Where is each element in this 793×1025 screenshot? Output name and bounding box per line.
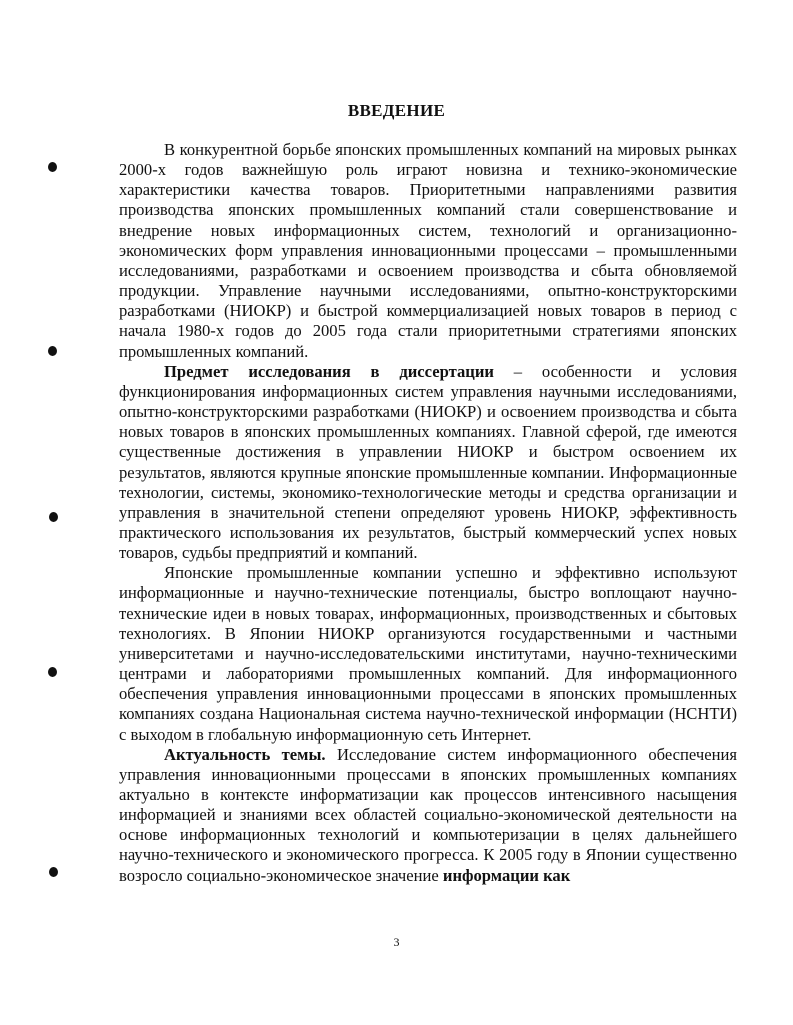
margin-dot-mark bbox=[48, 162, 57, 172]
paragraph-subject bbox=[119, 362, 737, 564]
paragraph-relevance bbox=[119, 745, 737, 886]
page-number: 3 bbox=[393, 935, 400, 949]
paragraph-subject-lead: Предмет исследования в диссертации bbox=[164, 361, 494, 381]
body-text bbox=[119, 140, 737, 886]
paragraph-japanese-companies: Японские промышленные компании успешно и эффективно используют информационные и научно-технические потенциалы, быстро воплощают научно-технические идеи в новых товарах, информационных, производственных и сбытовых технологиях. В Японии НИОКР организуются государственными и частными университетами и научно-исследовательскими институтами, научно-техническими центрами и лабораториями промышленных компаний. Для информационного обеспечения управления инновационными процессами в японских промышленных компаниях создана Национальная система научно-технической информации (НСНТИ) с выходом в глобальную информационную сеть Интернет. bbox=[119, 563, 737, 744]
page-heading: ВВЕДЕНИЕ bbox=[347, 101, 446, 120]
paragraph-relevance-text: Исследование систем информационного обеспечения управления инновационными процессами в японских промышленных компаниях актуально в контексте информатизации как процессов интенсивного насыщения информацией и знаниями всех областей социально-экономической деятельности на основе информационных технологий и компьютеризации в целях дальнейшего научно-технического и экономического прогресса. К 2005 году в Японии существенно возросло социально-экономическое значение bbox=[119, 744, 737, 885]
paragraph-intro: В конкурентной борьбе японских промышленных компаний на мировых рынках 2000-х годов важнейшую роль играют новизна и технико-экономические характеристики качества товаров. Приоритетными направлениями развития производства японских промышленных компаний стали совершенствование и внедрение новых информационных систем, технологий и организационно-экономических форм управления инновационными процессами – промышленными исследованиями, разработками и освоением производства и сбыта обновляемой продукции. Управление научными исследованиями, опытно-конструкторскими разработками (НИОКР) и быстрой коммерциализацией новых товаров в период с начала 1980-х годов до 2005 года стали приоритетными стратегиями японских промышленных компаний. bbox=[119, 140, 737, 361]
margin-dot-mark bbox=[48, 346, 57, 356]
paragraph-relevance-lead: Актуальность темы. bbox=[164, 744, 326, 764]
margin-dot-mark bbox=[49, 512, 58, 522]
paragraph-relevance-tail: информации как bbox=[442, 865, 571, 885]
margin-dot-mark bbox=[49, 867, 58, 877]
margin-dot-mark bbox=[48, 667, 57, 677]
paragraph-subject-text: – особенности и условия функционирования информационных систем управления научными исследованиями, опытно-конструкторскими разработками (НИОКР) и освоением производства и сбыта новых товаров в японских промышленных компаниях. Главной сферой, где имеются существенные достижения в управлении НИОКР и быстром освоением их результатов, являются крупные японские промышленные компании. Информационные технологии, системы, экономико-технологические методы и средства организации и управления в значительной степени определяют уровень НИОКР, эффективность практического использования их результатов, быстрый коммерческий успех новых товаров, судьбы предприятий и компаний. bbox=[119, 361, 737, 563]
